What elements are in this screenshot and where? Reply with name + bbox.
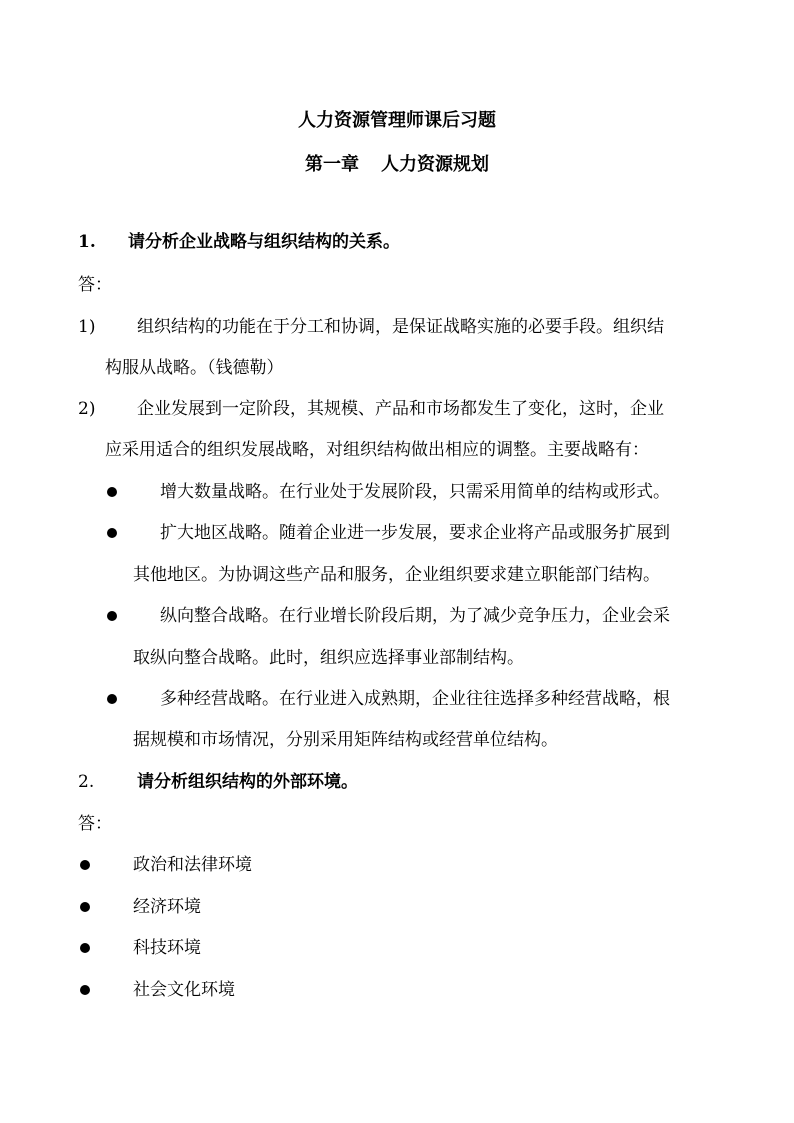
chapter-number: 第一章 [305, 154, 359, 175]
strategy-3-line-1: 纵向整合战略。在行业增长阶段后期，为了减少竞争压力，企业会采 [160, 606, 670, 626]
bullet-icon [80, 860, 90, 870]
bullet-icon [80, 902, 90, 912]
environment-item: 科技环境 [133, 938, 201, 958]
answer-1-label: 答： [78, 275, 112, 295]
question-1-number: 1. [78, 232, 96, 252]
point-1-line-1: 组织结构的功能在于分工和协调，是保证战略实施的必要手段。组织结 [137, 317, 664, 337]
bullet-icon [107, 611, 117, 621]
point-2-line-2: 应采用适合的组织发展战略，对组织结构做出相应的调整。主要战略有： [105, 440, 649, 460]
environment-item: 政治和法律环境 [133, 855, 252, 875]
answer-2-label: 答： [78, 814, 112, 834]
strategy-3-line-2: 取纵向整合战略。此时，组织应选择事业部制结构。 [133, 648, 524, 668]
environment-item: 社会文化环境 [133, 980, 235, 1000]
bullet-icon [107, 528, 117, 538]
question-2-text: 请分析组织结构的外部环境。 [137, 772, 358, 792]
point-2-number: 2) [78, 399, 96, 419]
bullet-icon [80, 943, 90, 953]
strategy-4-line-1: 多种经营战略。在行业进入成熟期，企业往往选择多种经营战略，根 [160, 689, 670, 709]
point-1-line-2: 构服从战略。（钱德勒） [105, 358, 284, 378]
bullet-icon [107, 694, 117, 704]
question-1-text: 请分析企业战略与组织结构的关系。 [128, 232, 400, 252]
point-2-line-1: 企业发展到一定阶段，其规模、产品和市场都发生了变化，这时，企业 [137, 399, 664, 419]
environment-item: 经济环境 [133, 897, 201, 917]
strategy-1-line-1: 增大数量战略。在行业处于发展阶段，只需采用简单的结构或形式。 [160, 482, 670, 502]
point-1-number: 1) [78, 317, 96, 337]
chapter-heading [0, 150, 794, 176]
bullet-icon [80, 985, 90, 995]
question-2-number: 2. [78, 772, 95, 792]
strategy-2-line-1: 扩大地区战略。随着企业进一步发展，要求企业将产品或服务扩展到 [160, 523, 670, 543]
strategy-4-line-2: 据规模和市场情况，分别采用矩阵结构或经营单位结构。 [133, 730, 558, 750]
document-title: 人力资源管理师课后习题 [298, 110, 496, 131]
strategy-2-line-2: 其他地区。为协调这些产品和服务，企业组织要求建立职能部门结构。 [133, 565, 660, 585]
chapter-name: 人力资源规划 [381, 154, 489, 175]
bullet-icon [107, 487, 117, 497]
